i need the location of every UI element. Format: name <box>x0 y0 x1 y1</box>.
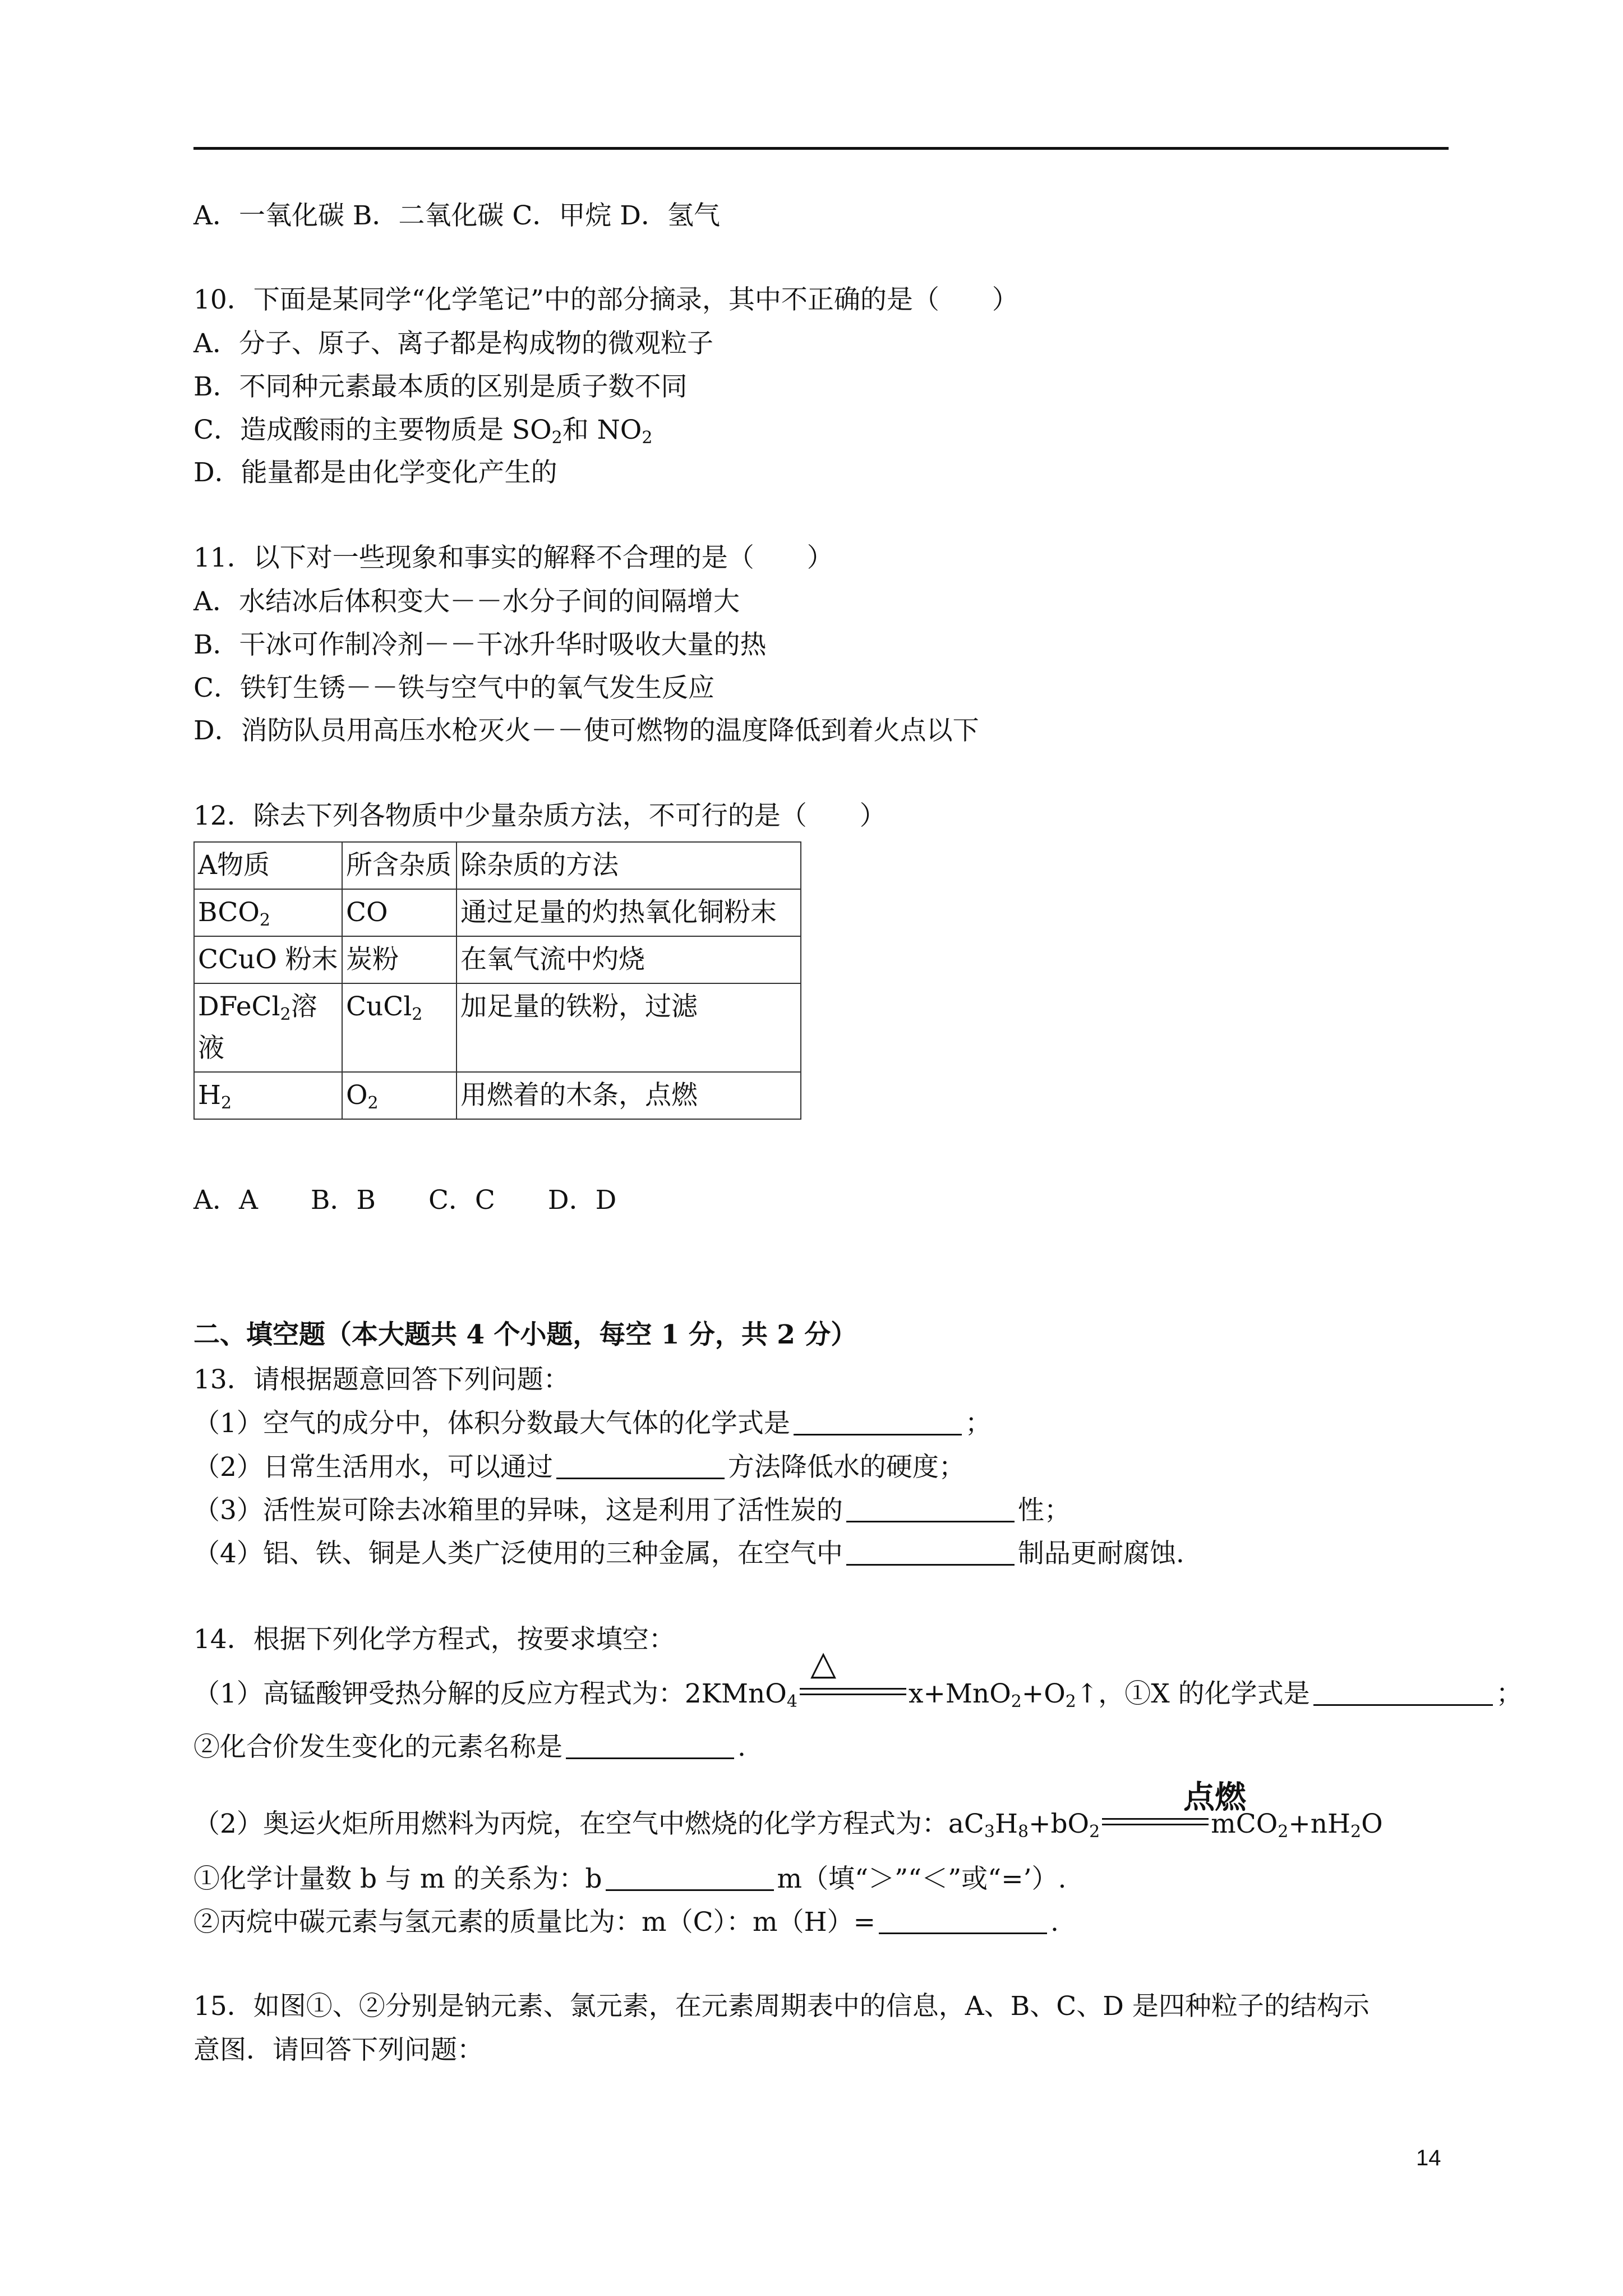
table-cell: $BCO_2$ <box>194 889 342 936</box>
answer-blank[interactable] <box>1313 1680 1493 1706</box>
answer-blank[interactable] <box>846 1539 1015 1566</box>
q10-option-a: A．分子、原子、离子都是构成物的微观粒子 <box>193 328 713 359</box>
heating-symbol: △ <box>810 1644 837 1683</box>
q12-options: A．A B．B C．C D．D <box>193 1185 617 1216</box>
table-cell: 用燃着的木条，点燃 <box>457 1072 801 1119</box>
table-cell: 加足量的铁粉，过滤 <box>457 983 801 1072</box>
table-row <box>194 983 801 1072</box>
table-row <box>194 1072 801 1119</box>
answer-blank[interactable] <box>879 1908 1047 1934</box>
table-row <box>194 889 801 936</box>
page-number: 14 <box>1416 2146 1441 2170</box>
equals-sign-icon <box>1102 1812 1209 1835</box>
q10-stem: 10．下面是某同学“化学笔记”中的部分摘录，其中不正确的是（ ） <box>193 284 1018 315</box>
table-cell: $O_2$ <box>342 1072 457 1119</box>
table-cell: CuCl$_2$ <box>342 983 457 1072</box>
q14-part4: ②丙烷中碳元素与氢元素的质量比为：m（C）：m（H）= . <box>193 1907 1059 1938</box>
table-header-cell: 除杂质的方法 <box>457 842 801 889</box>
table-cell: CO <box>342 889 457 936</box>
q13-part2: （2）日常生活用水，可以通过 方法降低水的硬度； <box>193 1452 965 1483</box>
q12-stem: 12．除去下列各物质中少量杂质方法，不可行的是（ ） <box>193 800 886 831</box>
q11-option-d: D．消防队员用高压水枪灭火－－使可燃物的温度降低到着火点以下 <box>193 715 979 746</box>
answer-blank[interactable] <box>794 1409 962 1435</box>
table-row <box>194 936 801 983</box>
q13-stem: 13．请根据题意回答下列问题： <box>193 1364 570 1395</box>
q13-part4: （4）铝、铁、铜是人类广泛使用的三种金属，在空气中 制品更耐腐蚀. <box>193 1538 1184 1569</box>
table-cell: $H_2$ <box>194 1072 342 1119</box>
answer-blank[interactable] <box>556 1453 725 1479</box>
q14-part1: （1）高锰酸钾受热分解的反应方程式为：2KMnO$_4$ $x+MnO_2+O_2↑$，①X 的化学式是 ； <box>193 1678 1523 1711</box>
q11-option-c: C．铁钉生锈－－铁与空气中的氧气发生反应 <box>193 673 714 703</box>
q11-option-b: B．干冰可作制冷剂－－干冰升华时吸收大量的热 <box>193 629 767 660</box>
answer-blank[interactable] <box>606 1865 774 1891</box>
table-row <box>194 842 801 889</box>
q10-option-d: D．能量都是由化学变化产生的 <box>193 457 557 488</box>
table-cell: 通过足量的灼热氧化铜粉末 <box>457 889 801 936</box>
q9-options: A．一氧化碳 B．二氧化碳 C．甲烷 D．氢气 <box>193 200 720 231</box>
q14-stem: 14．根据下列化学方程式，按要求填空： <box>193 1624 675 1655</box>
q11-option-a: A．水结冰后体积变大－－水分子间的间隔增大 <box>193 586 740 617</box>
q10-option-c: C．造成酸雨的主要物质是 $SO_2$和 $NO_2$ <box>193 415 653 448</box>
answer-blank[interactable] <box>846 1496 1015 1522</box>
q13-part3: （3）活性炭可除去冰箱里的异味，这是利用了活性炭的 性； <box>193 1495 1071 1526</box>
q11-stem: 11．以下对一些现象和事实的解释不合理的是（ ） <box>193 542 833 573</box>
table-cell: CCuO 粉末 <box>194 936 342 983</box>
header-rule <box>193 147 1449 150</box>
q10-option-b: B．不同种元素最本质的区别是质子数不同 <box>193 371 688 402</box>
ignition-label: 点燃 <box>1183 1779 1246 1816</box>
table-cell: DFeCl$_2$溶液 <box>194 983 342 1072</box>
table-cell: 在氧气流中灼烧 <box>457 936 801 983</box>
section2-title: 二、填空题（本大题共 4 个小题，每空 1 分，共 2 分） <box>193 1319 857 1350</box>
q15-line2: 意图．请回答下列问题： <box>193 2035 483 2065</box>
table-header-cell: 所含杂质 <box>342 842 457 889</box>
q14-part1b: ②化合价发生变化的元素名称是 . <box>193 1732 746 1763</box>
q13-part1: （1）空气的成分中，体积分数最大气体的化学式是 ； <box>193 1408 992 1439</box>
q14-part3: ①化学计量数 b 与 m 的关系为：b m（填“＞”“＜”或“=’）. <box>193 1864 1067 1894</box>
equals-sign-icon <box>800 1682 906 1705</box>
q15-line1: 15．如图①、②分别是钠元素、氯元素，在元素周期表中的信息，A、B、C、D 是四种粒子的结构示 <box>193 1991 1370 2022</box>
table-header-cell: A物质 <box>194 842 342 889</box>
q14-part2: （2）奥运火炬所用燃料为丙烷，在空气中燃烧的化学方程式为：$aC_3H_8+bO_2$ $mCO_2+nH_2O$ <box>193 1809 1383 1842</box>
answer-blank[interactable] <box>566 1733 734 1759</box>
table-cell: 炭粉 <box>342 936 457 983</box>
q12-table <box>193 841 801 1120</box>
